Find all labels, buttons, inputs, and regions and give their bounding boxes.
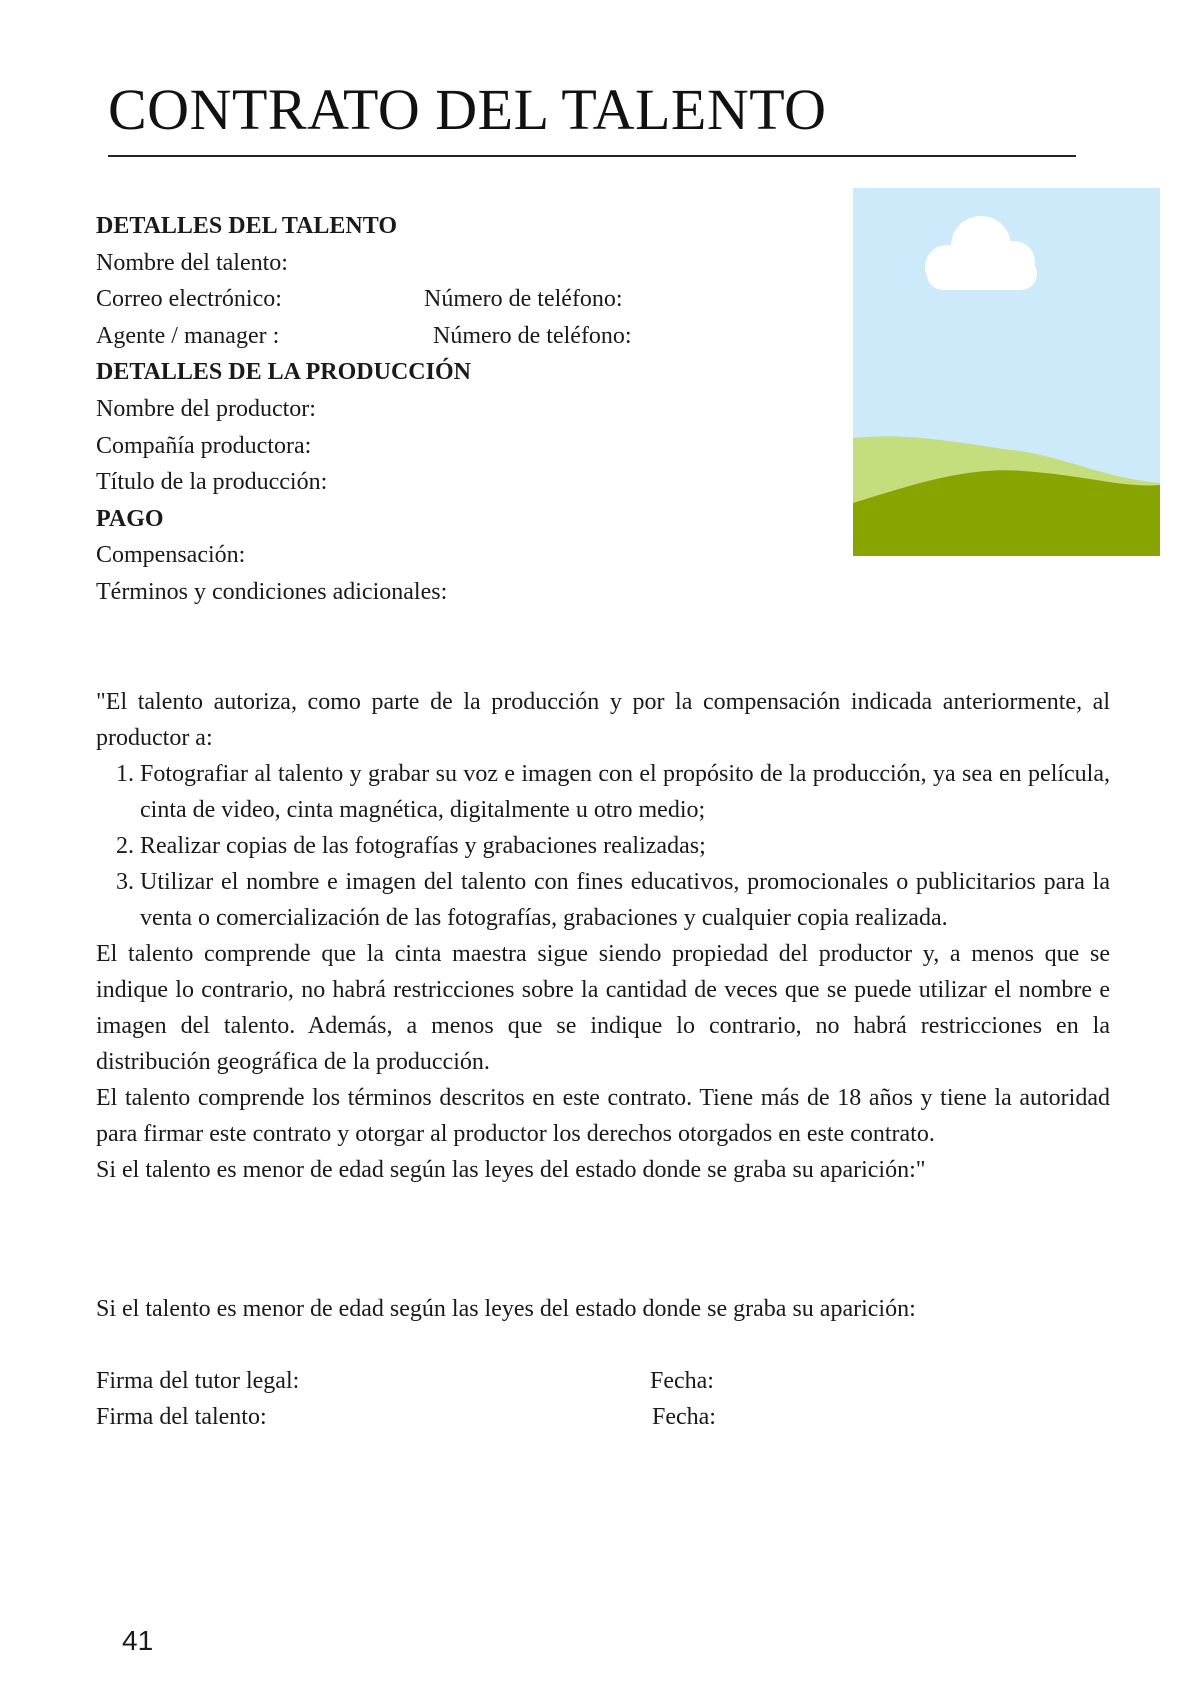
phone-label: Número de teléfono: — [424, 286, 623, 313]
section-heading-payment: PAGO — [96, 505, 164, 532]
document-title: CONTRATO DEL TALENTO — [108, 77, 827, 142]
list-item: 3. Utilizar el nombre e imagen del talento con fines educativos, promocionales o publicitarios para la venta o comercialización de las fotografías, grabaciones y cualquier copia realizada. — [140, 864, 1110, 936]
title-underline — [108, 155, 1076, 157]
list-item: 1. Fotografiar al talento y grabar su voz e imagen con el propósito de la producción, ya sea en película, cinta de video, cinta magnética, digitalmente u otro medio; — [140, 756, 1110, 828]
minor-note: Si el talento es menor de edad según las leyes del estado donde se graba su aparición: — [96, 1296, 916, 1322]
producer-name-label: Nombre del productor: — [96, 395, 316, 422]
minor-paragraph: Si el talento es menor de edad según las leyes del estado donde se graba su aparición:" — [96, 1157, 926, 1183]
terms-label: Términos y condiciones adicionales: — [96, 578, 448, 605]
compensation-label: Compensación: — [96, 542, 246, 569]
master-tape-paragraph: El talento comprende que la cinta maestra sigue siendo propiedad del productor y, a menos que se indique lo contrario, no habrá restricciones sobre la cantidad de veces que se puede utilizar el nombre e imagen del talento. Además, a menos que se indique lo contrario, no habrá restricciones en la distribución geográfica de la producción. — [96, 941, 1110, 1075]
guardian-signature-label: Firma del tutor legal: — [96, 1368, 300, 1394]
agent-phone-label: Número de teléfono: — [433, 322, 632, 349]
talent-name-label: Nombre del talento: — [96, 249, 288, 276]
date-label: Fecha: — [652, 1404, 716, 1430]
section-heading-production: DETALLES DE LA PRODUCCIÓN — [96, 359, 471, 386]
authorization-list — [96, 756, 1110, 936]
photo-placeholder — [853, 188, 1160, 556]
terms-understood-paragraph: El talento comprende los términos descritos en este contrato. Tiene más de 18 años y tiene la autoridad para firmar este contrato y otorgar al productor los derechos otorgados en este contrato. — [96, 1085, 1110, 1147]
contract-body — [96, 684, 1110, 1188]
date-label: Fecha: — [650, 1368, 714, 1394]
section-heading-talent: DETALLES DEL TALENTO — [96, 213, 398, 239]
production-title-label: Título de la producción: — [96, 469, 328, 496]
talent-signature-label: Firma del talento: — [96, 1404, 267, 1430]
agent-label: Agente / manager : — [96, 322, 280, 349]
list-item: 2. Realizar copias de las fotografías y grabaciones realizadas; — [140, 828, 1110, 864]
company-label: Compañía productora: — [96, 432, 312, 459]
email-label: Correo electrónico: — [96, 286, 282, 313]
intro-paragraph: "El talento autoriza, como parte de la producción y por la compensación indicada anteriormente, al productor a: — [96, 689, 1110, 751]
page-number: 41 — [122, 1625, 154, 1656]
details-block — [96, 208, 816, 611]
